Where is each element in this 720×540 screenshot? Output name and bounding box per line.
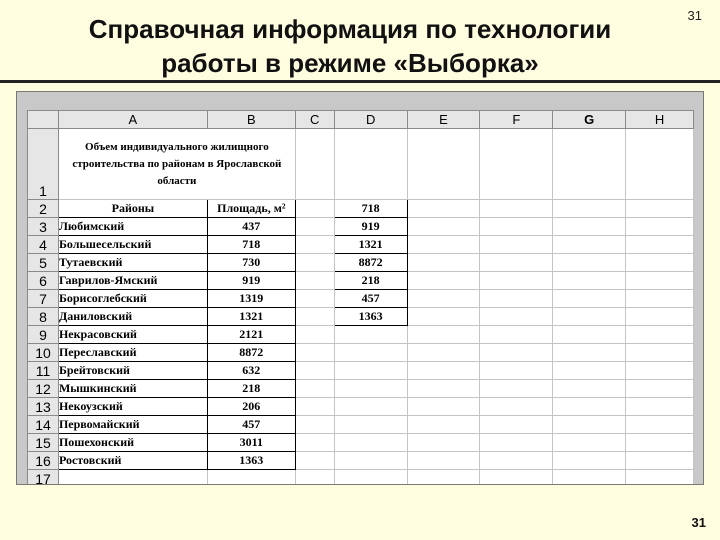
empty-cell[interactable]	[407, 470, 480, 486]
slide-number-bottom: 31	[691, 515, 706, 530]
area-cell[interactable]: 206	[207, 398, 295, 416]
empty-cell[interactable]	[334, 380, 407, 398]
area-cell[interactable]: 1363	[207, 452, 295, 470]
empty-cell[interactable]	[295, 236, 334, 254]
row-header-17[interactable]: 17	[28, 470, 59, 486]
empty-cell[interactable]	[334, 470, 407, 486]
row-header-7[interactable]: 7	[28, 290, 59, 308]
empty-cell[interactable]	[407, 344, 480, 362]
empty-cell[interactable]	[295, 308, 334, 326]
empty-cell[interactable]	[480, 236, 553, 254]
worksheet-table	[27, 110, 694, 485]
column-header-d[interactable]: D	[334, 111, 407, 129]
empty-cell[interactable]	[480, 308, 553, 326]
empty-cell[interactable]	[480, 129, 553, 200]
empty-cell[interactable]	[407, 362, 480, 380]
empty-cell[interactable]	[626, 470, 694, 486]
district-cell[interactable]: Переславский	[58, 344, 207, 362]
empty-cell[interactable]	[480, 398, 553, 416]
area-cell[interactable]: 718	[207, 236, 295, 254]
empty-cell[interactable]	[480, 344, 553, 362]
area-cell[interactable]: 2121	[207, 326, 295, 344]
empty-cell[interactable]	[553, 452, 626, 470]
district-cell[interactable]: Гаврилов-Ямский	[58, 272, 207, 290]
row-header-2[interactable]: 2	[28, 200, 59, 218]
row-header-11[interactable]: 11	[28, 362, 59, 380]
empty-cell[interactable]	[407, 380, 480, 398]
empty-cell[interactable]	[480, 452, 553, 470]
row-header-16[interactable]: 16	[28, 452, 59, 470]
empty-cell[interactable]	[553, 200, 626, 218]
empty-cell[interactable]	[334, 362, 407, 380]
row-header-6[interactable]: 6	[28, 272, 59, 290]
selection-cell-d8[interactable]: 1363	[334, 308, 407, 326]
empty-cell[interactable]	[407, 200, 480, 218]
empty-cell[interactable]	[480, 362, 553, 380]
row-header-9[interactable]: 9	[28, 326, 59, 344]
empty-cell[interactable]	[407, 236, 480, 254]
title-divider	[0, 80, 720, 83]
row-header-13[interactable]: 13	[28, 398, 59, 416]
column-header-g[interactable]: G	[553, 111, 626, 129]
empty-cell[interactable]	[207, 470, 295, 486]
empty-cell[interactable]	[407, 452, 480, 470]
district-cell[interactable]: Первомайский	[58, 416, 207, 434]
empty-cell[interactable]	[407, 326, 480, 344]
empty-cell[interactable]	[407, 434, 480, 452]
column-header-a[interactable]: A	[58, 111, 207, 129]
empty-cell[interactable]	[58, 470, 207, 486]
table-title-cell[interactable]: Объем индивидуального жилищного строительства по районам в Ярославской области	[58, 129, 295, 200]
row-header-8[interactable]: 8	[28, 308, 59, 326]
row-header-12[interactable]: 12	[28, 380, 59, 398]
empty-cell[interactable]	[553, 254, 626, 272]
selection-cell-d6[interactable]: 218	[334, 272, 407, 290]
empty-cell[interactable]	[553, 380, 626, 398]
district-cell[interactable]: Некрасовский	[58, 326, 207, 344]
empty-cell[interactable]	[407, 272, 480, 290]
empty-cell[interactable]	[626, 254, 694, 272]
area-cell[interactable]: 437	[207, 218, 295, 236]
selection-cell-d3[interactable]: 919	[334, 218, 407, 236]
area-cell[interactable]: 632	[207, 362, 295, 380]
empty-cell[interactable]	[480, 272, 553, 290]
column-header-f[interactable]: F	[480, 111, 553, 129]
district-cell[interactable]: Борисоглебский	[58, 290, 207, 308]
empty-cell[interactable]	[334, 129, 407, 200]
empty-cell[interactable]	[295, 416, 334, 434]
empty-cell[interactable]	[295, 272, 334, 290]
column-header-b[interactable]: B	[207, 111, 295, 129]
column-header-c[interactable]: C	[295, 111, 334, 129]
district-cell[interactable]: Некоузский	[58, 398, 207, 416]
spreadsheet-window	[16, 91, 704, 485]
empty-cell[interactable]	[295, 326, 334, 344]
area-cell[interactable]: 1319	[207, 290, 295, 308]
empty-cell[interactable]	[480, 218, 553, 236]
empty-cell[interactable]	[295, 218, 334, 236]
empty-cell[interactable]	[553, 416, 626, 434]
empty-cell[interactable]	[295, 434, 334, 452]
empty-cell[interactable]	[553, 308, 626, 326]
district-cell[interactable]: Ростовский	[58, 452, 207, 470]
empty-cell[interactable]	[553, 290, 626, 308]
empty-cell[interactable]	[295, 362, 334, 380]
empty-cell[interactable]	[626, 344, 694, 362]
select-all-corner[interactable]	[28, 111, 59, 129]
empty-cell[interactable]	[295, 452, 334, 470]
row-header-14[interactable]: 14	[28, 416, 59, 434]
district-cell[interactable]: Тутаевский	[58, 254, 207, 272]
empty-cell[interactable]	[407, 308, 480, 326]
empty-cell[interactable]	[553, 218, 626, 236]
empty-cell[interactable]	[295, 200, 334, 218]
district-cell[interactable]: Большесельский	[58, 236, 207, 254]
area-cell[interactable]: 730	[207, 254, 295, 272]
empty-cell[interactable]	[626, 308, 694, 326]
empty-cell[interactable]	[480, 434, 553, 452]
empty-cell[interactable]	[553, 326, 626, 344]
empty-cell[interactable]	[334, 452, 407, 470]
empty-cell[interactable]	[626, 452, 694, 470]
header-cell-districts[interactable]: Районы	[58, 200, 207, 218]
empty-cell[interactable]	[553, 398, 626, 416]
empty-cell[interactable]	[626, 218, 694, 236]
empty-cell[interactable]	[626, 290, 694, 308]
empty-cell[interactable]	[480, 326, 553, 344]
column-header-e[interactable]: E	[407, 111, 480, 129]
empty-cell[interactable]	[553, 344, 626, 362]
selection-cell-d7[interactable]: 457	[334, 290, 407, 308]
empty-cell[interactable]	[626, 200, 694, 218]
area-cell[interactable]: 457	[207, 416, 295, 434]
row-header-1[interactable]: 1	[28, 129, 59, 200]
empty-cell[interactable]	[626, 362, 694, 380]
empty-cell[interactable]	[626, 272, 694, 290]
selection-cell-d2[interactable]: 718	[334, 200, 407, 218]
empty-cell[interactable]	[407, 398, 480, 416]
column-header-h[interactable]: H	[626, 111, 694, 129]
empty-cell[interactable]	[407, 254, 480, 272]
empty-cell[interactable]	[480, 290, 553, 308]
empty-cell[interactable]	[334, 344, 407, 362]
area-cell[interactable]: 3011	[207, 434, 295, 452]
area-cell[interactable]: 919	[207, 272, 295, 290]
empty-cell[interactable]	[407, 129, 480, 200]
empty-cell[interactable]	[553, 362, 626, 380]
empty-cell[interactable]	[295, 344, 334, 362]
empty-cell[interactable]	[626, 434, 694, 452]
empty-cell[interactable]	[553, 434, 626, 452]
header-cell-area[interactable]: Площадь, м²	[207, 200, 295, 218]
spreadsheet-grid	[27, 110, 694, 484]
empty-cell[interactable]	[553, 470, 626, 486]
slide-title: Справочная информация по технологии работы в режиме «Выборка»	[88, 14, 612, 78]
empty-cell[interactable]	[626, 326, 694, 344]
empty-cell[interactable]	[626, 398, 694, 416]
empty-cell[interactable]	[295, 470, 334, 486]
empty-cell[interactable]	[553, 272, 626, 290]
district-cell[interactable]: Мышкинский	[58, 380, 207, 398]
selection-cell-d4[interactable]: 1321	[334, 236, 407, 254]
empty-cell[interactable]	[407, 290, 480, 308]
area-cell[interactable]: 218	[207, 380, 295, 398]
district-cell[interactable]: Брейтовский	[58, 362, 207, 380]
row-header-3[interactable]: 3	[28, 218, 59, 236]
row-header-15[interactable]: 15	[28, 434, 59, 452]
empty-cell[interactable]	[334, 326, 407, 344]
empty-cell[interactable]	[626, 380, 694, 398]
district-cell[interactable]: Любимский	[58, 218, 207, 236]
row-header-5[interactable]: 5	[28, 254, 59, 272]
empty-cell[interactable]	[626, 236, 694, 254]
row-header-10[interactable]: 10	[28, 344, 59, 362]
empty-cell[interactable]	[626, 129, 694, 200]
slide-number-top: 31	[687, 8, 702, 23]
empty-cell[interactable]	[407, 416, 480, 434]
empty-cell[interactable]	[407, 218, 480, 236]
selection-cell-d5[interactable]: 8872	[334, 254, 407, 272]
empty-cell[interactable]	[334, 416, 407, 434]
empty-cell[interactable]	[295, 380, 334, 398]
district-cell[interactable]: Пошехонский	[58, 434, 207, 452]
area-cell[interactable]: 1321	[207, 308, 295, 326]
empty-cell[interactable]	[480, 254, 553, 272]
district-cell[interactable]: Даниловский	[58, 308, 207, 326]
empty-cell[interactable]	[553, 129, 626, 200]
empty-cell[interactable]	[334, 434, 407, 452]
row-header-4[interactable]: 4	[28, 236, 59, 254]
empty-cell[interactable]	[480, 416, 553, 434]
empty-cell[interactable]	[334, 398, 407, 416]
empty-cell[interactable]	[553, 236, 626, 254]
empty-cell[interactable]	[295, 290, 334, 308]
empty-cell[interactable]	[295, 398, 334, 416]
empty-cell[interactable]	[295, 254, 334, 272]
empty-cell[interactable]	[480, 470, 553, 486]
empty-cell[interactable]	[295, 129, 334, 200]
empty-cell[interactable]	[626, 416, 694, 434]
empty-cell[interactable]	[480, 200, 553, 218]
empty-cell[interactable]	[480, 380, 553, 398]
area-cell[interactable]: 8872	[207, 344, 295, 362]
